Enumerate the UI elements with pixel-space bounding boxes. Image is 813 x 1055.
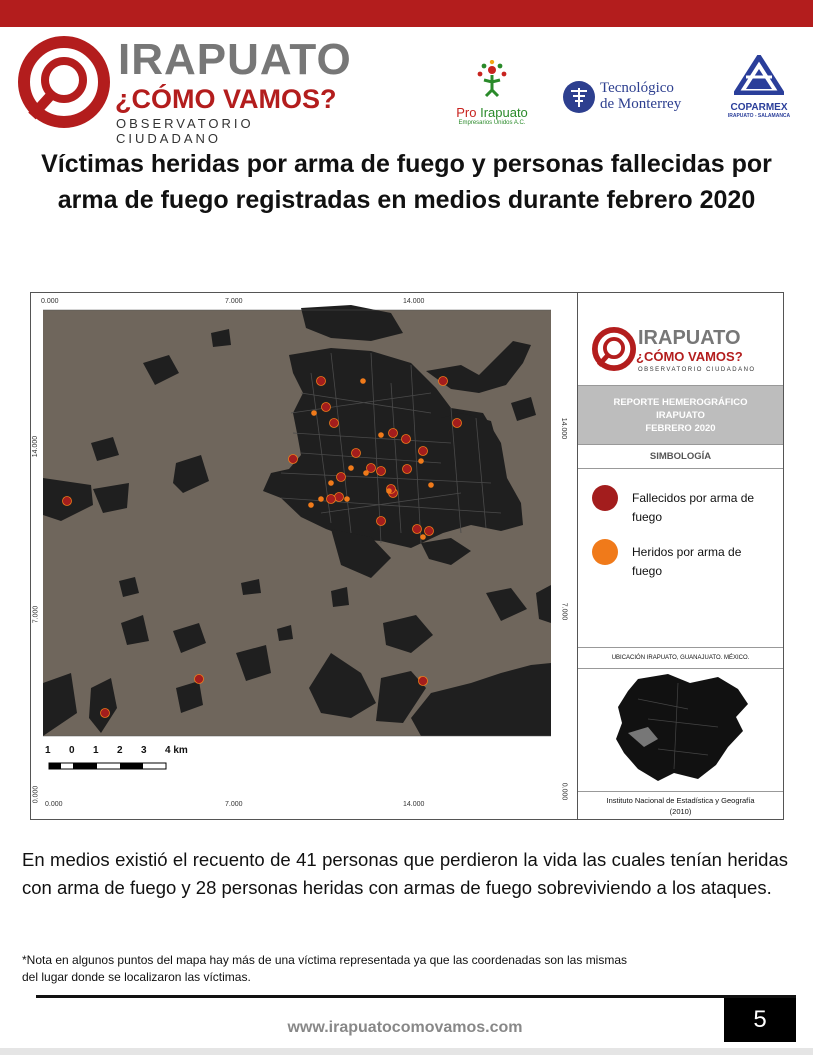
deceased-marker[interactable] — [289, 455, 298, 464]
pro-irapuato-subtitle: Empresarios Unidos A.C. — [458, 120, 526, 126]
location-caption: UBICACIÓN IRAPUATO, GUANAJUATO. MÉXICO. — [578, 647, 783, 669]
bottom-bar — [0, 1048, 813, 1055]
deceased-marker[interactable] — [195, 675, 204, 684]
injured-marker[interactable] — [348, 465, 354, 471]
website-link[interactable]: www.irapuatocomovamos.com — [287, 1019, 523, 1036]
deceased-marker[interactable] — [330, 419, 339, 428]
deceased-marker[interactable] — [425, 527, 434, 536]
tick-top-2: 14.000 — [403, 298, 425, 305]
report-header: REPORTE HEMEROGRÁFICO IRAPUATO FEBRERO 2020 — [578, 385, 783, 445]
injured-marker[interactable] — [420, 534, 426, 540]
tick-bottom-2: 14.000 — [403, 801, 425, 808]
pro-irapuato-logo[interactable] — [452, 60, 532, 126]
magnifier-logo-icon — [18, 36, 110, 128]
deceased-marker[interactable] — [419, 677, 428, 686]
map-legend-panel — [577, 293, 783, 819]
injured-marker-icon — [592, 539, 618, 565]
injured-marker[interactable] — [428, 482, 434, 488]
panel-magnifier-logo-icon — [592, 327, 636, 371]
panel-logo-tagline: OBSERVATORIO CIUDADANO — [638, 367, 756, 373]
injured-marker[interactable] — [318, 496, 324, 502]
tecnologico-monterrey-logo[interactable] — [562, 78, 702, 118]
deceased-marker[interactable] — [101, 709, 110, 718]
deceased-marker[interactable] — [377, 467, 386, 476]
deceased-marker[interactable] — [439, 377, 448, 386]
tick-left-1: 7.000 — [32, 605, 40, 624]
injured-marker[interactable] — [311, 410, 317, 416]
deceased-marker[interactable] — [402, 435, 411, 444]
tec-name: Tecnológico de Monterrey — [600, 80, 682, 112]
panel-logo-subtitle: ¿CÓMO VAMOS? — [636, 349, 743, 364]
legend-item-fallecidos — [592, 485, 782, 525]
irapuato-como-vamos-logo[interactable] — [18, 35, 352, 146]
injured-marker[interactable] — [418, 458, 424, 464]
tick-right-1: 7.000 — [560, 602, 568, 621]
deceased-marker[interactable] — [413, 525, 422, 534]
deceased-marker-icon — [592, 485, 618, 511]
simbologia-heading: SIMBOLOGÍA — [578, 446, 783, 469]
deceased-marker[interactable] — [327, 495, 336, 504]
tick-top-0: 0.000 — [41, 298, 59, 305]
deceased-marker[interactable] — [453, 419, 462, 428]
coparmex-triangle-icon — [734, 55, 784, 95]
deceased-marker[interactable] — [317, 377, 326, 386]
tick-top-1: 7.000 — [225, 298, 243, 305]
injured-marker[interactable] — [308, 502, 314, 508]
deceased-marker[interactable] — [419, 447, 428, 456]
panel-logo-title: IRAPUATO — [638, 327, 741, 349]
footer-divider — [36, 995, 796, 998]
deceased-marker[interactable] — [403, 465, 412, 474]
page-title: Víctimas heridas por arma de fuego y personas fallecidas por arma de fuego registradas en medios durante febrero 2020 — [41, 150, 772, 214]
tick-left-2: 0.000 — [32, 785, 40, 804]
logo-tagline: OBSERVATORIO CIUDADANO — [116, 116, 254, 146]
injured-marker[interactable] — [378, 432, 384, 438]
legend-item-heridos — [592, 539, 782, 579]
deceased-marker[interactable] — [377, 517, 386, 526]
panel-logo — [592, 323, 772, 383]
logo-subtitle: ¿CÓMO VAMOS? — [115, 84, 337, 114]
deceased-marker[interactable] — [63, 497, 72, 506]
coparmex-name: COPARMEX — [730, 102, 788, 113]
irapuato-map[interactable] — [31, 293, 577, 819]
legend-label-heridos: Heridos por arma de fuego — [632, 545, 742, 578]
deceased-marker[interactable] — [322, 403, 331, 412]
deceased-marker[interactable] — [335, 493, 344, 502]
injured-marker[interactable] — [360, 378, 366, 384]
pro-irapuato-name: Pro Irapuato — [456, 105, 528, 120]
legend-label-fallecidos: Fallecidos por arma de fuego — [632, 491, 755, 524]
tec-shield-icon — [562, 80, 596, 114]
logo-title: IRAPUATO — [118, 35, 352, 84]
deceased-marker[interactable] — [389, 429, 398, 438]
injured-marker[interactable] — [363, 470, 369, 476]
guanajuato-state-inset-map — [578, 669, 783, 789]
injured-marker[interactable] — [386, 488, 392, 494]
page-number: 5 — [724, 998, 796, 1042]
injured-marker[interactable] — [328, 480, 334, 486]
injured-marker[interactable] — [344, 496, 350, 502]
scale-bar — [49, 763, 166, 769]
map-note: *Nota en algunos puntos del mapa hay más de una víctima representada ya que las coordenadas son las mismas del lugar donde se localizaron las víctimas. — [22, 953, 628, 984]
tick-left-0: 14.000 — [32, 435, 40, 458]
source-credit: Instituto Nacional de Estadística y Geografía (2010) — [578, 791, 783, 819]
tick-right-0: 14.000 — [560, 417, 568, 440]
top-red-bar — [0, 0, 813, 27]
coparmex-logo[interactable] — [720, 55, 798, 125]
tick-right-2: 0.000 — [560, 782, 568, 801]
map-frame: 0.000 7.000 14.000 0.000 7.000 14.000 14.000 7.000 0.000 14.000 7.000 0.000 1 0 1 2 3 4 km IRAPUATO ¿CÓMO VAMOS? OBSERVATORIO CIUDADANO REPORTE HEMEROGRÁFICO IRAPUATO FEBRERO 2020 SIMBOLOGÍA Fallecidos por arma de fuego Heridos por arma de fuego UBICACIÓN IRAPUATO, GUANAJUATO. MÉXICO. Instituto Nacional de Estadística y Geografía (2010) — [30, 292, 784, 820]
deceased-marker[interactable] — [352, 449, 361, 458]
deceased-marker[interactable] — [337, 473, 346, 482]
coparmex-subtitle: IRAPUATO - SALAMANCA — [727, 113, 791, 119]
pro-irapuato-figure-icon — [472, 60, 512, 98]
tick-bottom-1: 7.000 — [225, 801, 243, 808]
tick-bottom-0: 0.000 — [45, 801, 63, 808]
summary-paragraph: En medios existió el recuento de 41 personas que perdieron la vida las cuales tenían heridas con arma de fuego y 28 personas heridas con armas de fuego sobreviviendo a los ataques. — [22, 849, 788, 898]
